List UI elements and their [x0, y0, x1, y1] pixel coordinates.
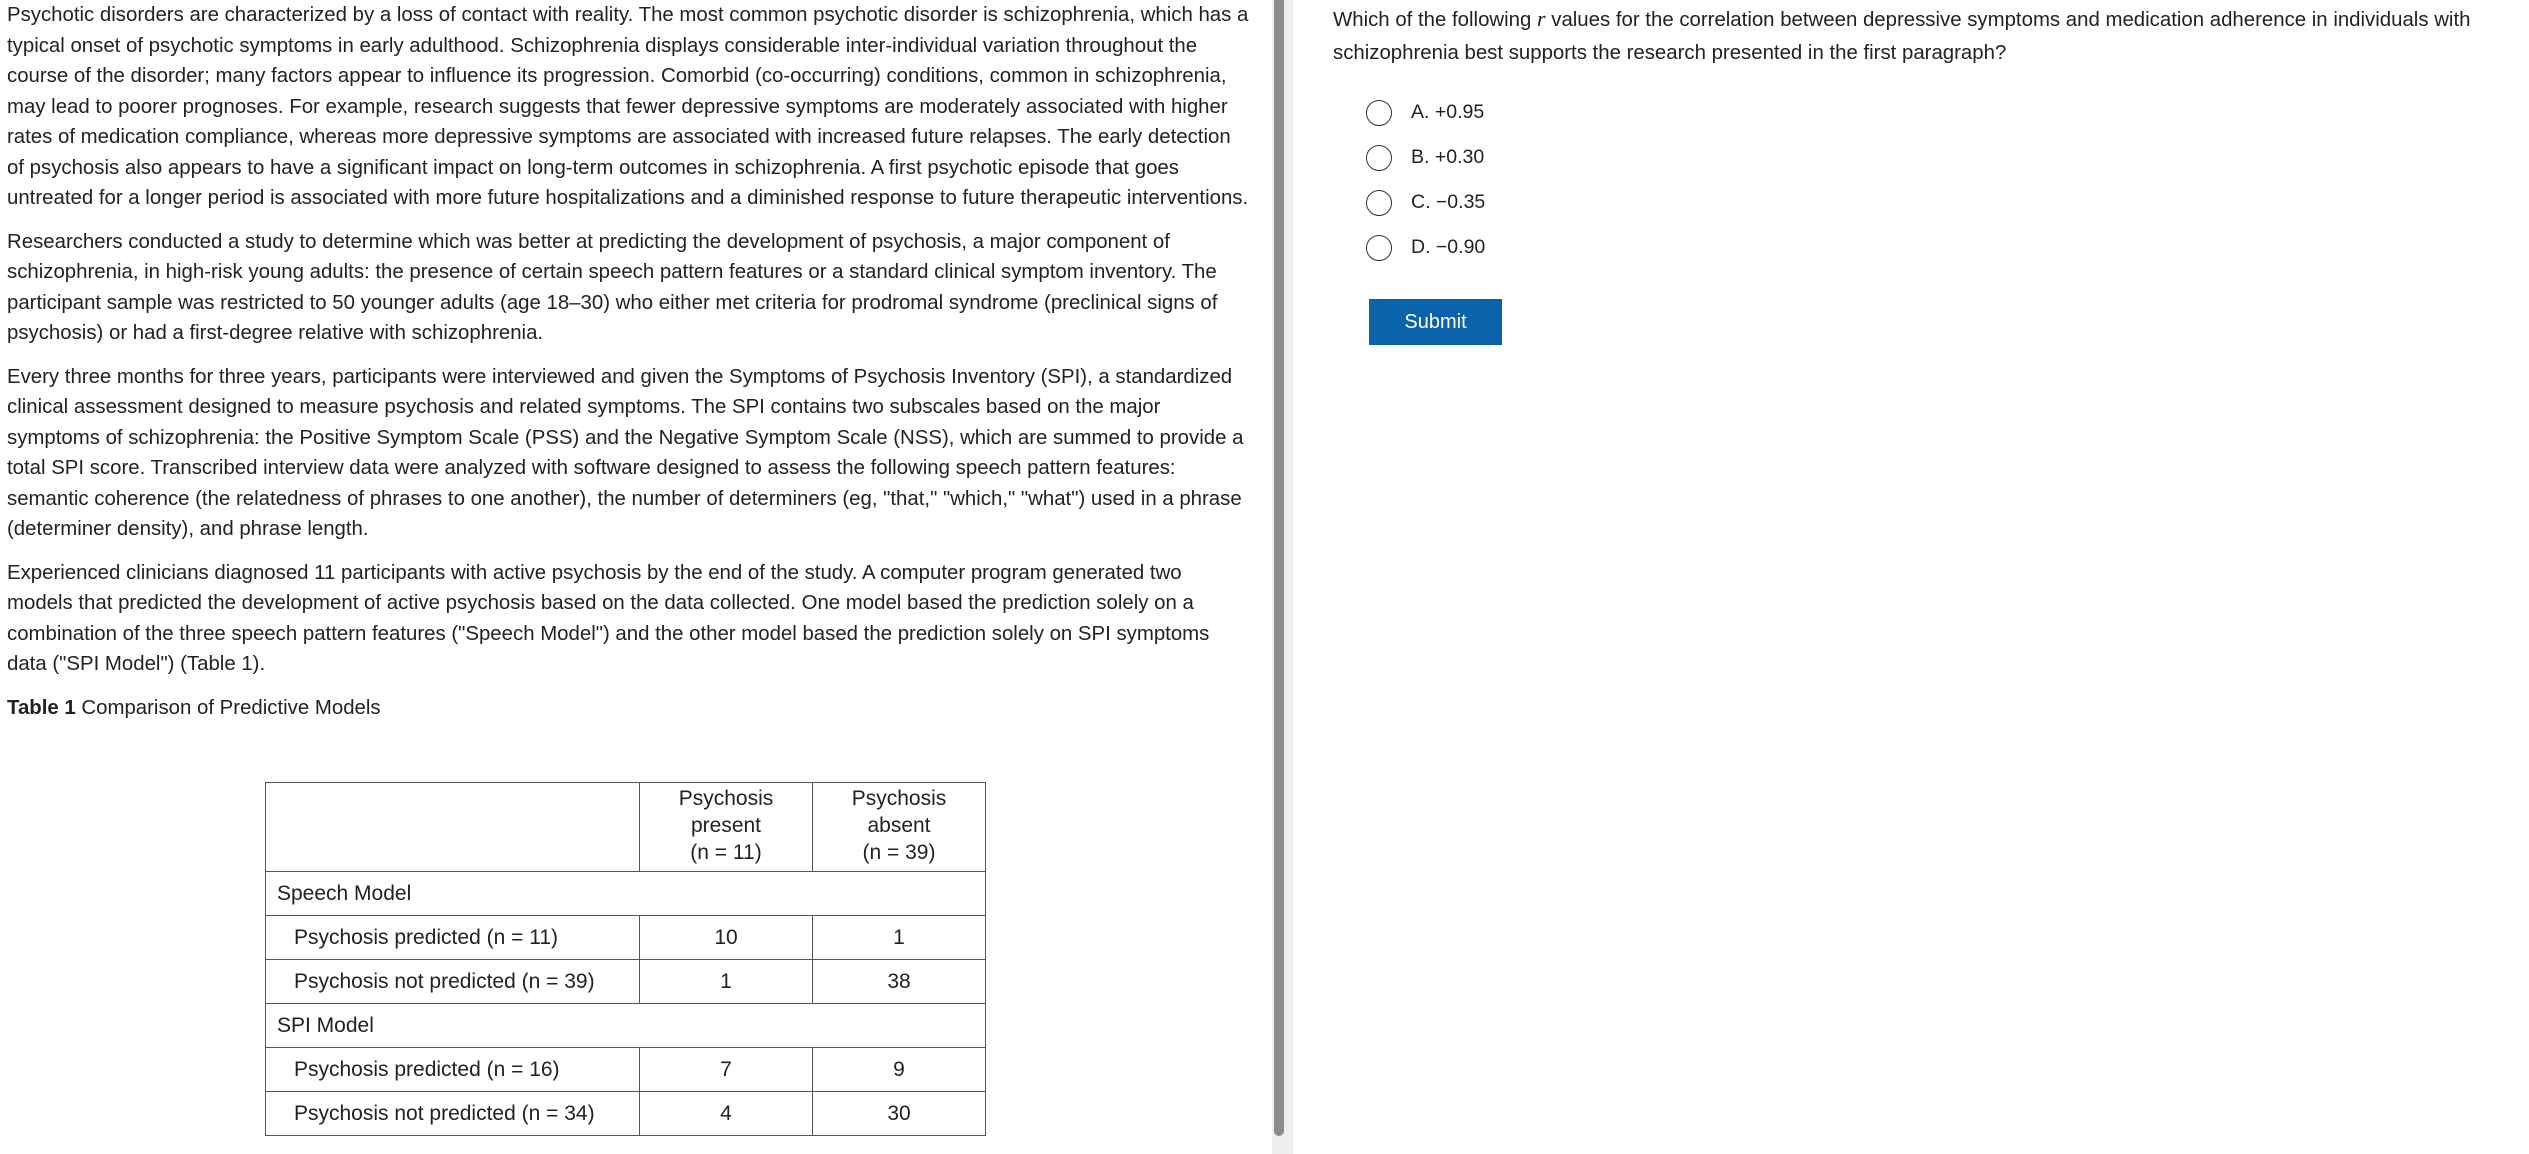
cell-present: 7 — [640, 1048, 813, 1092]
cell-absent: 9 — [813, 1048, 986, 1092]
header-line: absent — [867, 814, 931, 837]
table-caption — [7, 693, 1262, 724]
choice-letter: A. — [1411, 101, 1430, 123]
table-caption-text: Comparison of Predictive Models — [75, 696, 381, 719]
passage-paragraph-3: Every three months for three years, participants were interviewed and given the Symptoms of Psychosis Inventory (SPI), a standardized clinical assessment designed to measure psychosis and related symptoms. The SPI contains two subscales based on the major symptoms of schizophrenia: the Positive Symptom Scale (PSS) and the Negative Symptom Scale (NSS), which are summed to provide a total SPI score. Transcribed interview data were analyzed with software designed to assess the following speech pattern features: semantic coherence (the relatedness of phrases to one another), the number of determiners (eg, "that," "which," "what") used in a phrase (determiner density), and phrase length. — [7, 365, 1244, 540]
section-speech-model: Speech Model — [266, 872, 986, 916]
cell-present: 4 — [640, 1092, 813, 1136]
table-header-blank — [266, 783, 640, 872]
choice-value: +0.30 — [1434, 146, 1485, 168]
predictive-models-table — [265, 782, 986, 1136]
table-caption-label: Table 1 — [7, 696, 76, 719]
cell-absent: 38 — [813, 960, 986, 1004]
table-header-row — [266, 783, 986, 872]
row-label: Psychosis not predicted (n = 34) — [266, 1092, 640, 1136]
header-line: Psychosis — [851, 787, 947, 810]
choice-letter: B. — [1411, 146, 1430, 168]
radio-button[interactable] — [1366, 235, 1392, 261]
cell-present: 1 — [640, 960, 813, 1004]
choice-value: −0.90 — [1435, 236, 1486, 258]
passage-paragraph-2: Researchers conducted a study to determine which was better at predicting the development of psychosis, a major component of schizophrenia, in high-risk young adults: the presence of certain speech pattern features or a standard clinical symptom inventory. The participant sample was restricted to 50 younger adults (age 18–30) who either met criteria for prodromal syndrome (preclinical signs of psychosis) or had a first-degree relative with schizophrenia. — [7, 230, 1218, 344]
table-row — [266, 1048, 986, 1092]
cell-absent: 1 — [813, 916, 986, 960]
table-header-psychosis-present — [640, 783, 813, 872]
answer-choices — [1366, 90, 2523, 270]
passage-paragraph-4: Experienced clinicians diagnosed 11 participants with active psychosis by the end of the study. A computer program generated two models that predicted the development of active psychosis based on the data collected. One model based the prediction solely on a combination of the three speech pattern features ("Speech Model") and the other model based the prediction solely on SPI symptoms data ("SPI Model") (Table 1). — [7, 561, 1210, 675]
passage-paragraph-1: Psychotic disorders are characterized by a loss of contact with reality. The most common psychotic disorder is schizophrenia, which has a typical onset of psychotic symptoms in early adulthood. Schizophrenia displays considerable inter-individual variation throughout the course of the disorder; many factors appear to influence its progression. Comorbid (co-occurring) conditions, common in schizophrenia, may lead to poorer prognoses. For example, research suggests that fewer depressive symptoms are moderately associated with higher rates of medication compliance, whereas more depressive symptoms are associated with increased future relapses. The early detection of psychosis also appears to have a significant impact on long-term outcomes in schizophrenia. A first psychotic episode that goes untreated for a longer period is associated with more future hospitalizations and a diminished response to future therapeutic interventions. — [7, 4, 1249, 209]
stem-text-before: Which of the following — [1333, 9, 1538, 31]
choice-value: +0.95 — [1434, 101, 1485, 123]
choice-b[interactable] — [1366, 135, 2523, 180]
section-spi-model: SPI Model — [266, 1004, 986, 1048]
row-label: Psychosis not predicted (n = 39) — [266, 960, 640, 1004]
row-label: Psychosis predicted (n = 16) — [266, 1048, 640, 1092]
pane-scrollbar-thumb[interactable] — [1274, 0, 1284, 1136]
table-row — [266, 960, 986, 1004]
choice-c[interactable] — [1366, 180, 2523, 225]
choice-letter: C. — [1411, 191, 1431, 213]
cell-present: 10 — [640, 916, 813, 960]
table-row — [266, 1092, 986, 1136]
choice-value: −0.35 — [1435, 191, 1486, 213]
radio-button[interactable] — [1366, 145, 1392, 171]
table-header-psychosis-absent — [813, 783, 986, 872]
table-section-row — [266, 1004, 986, 1048]
header-line: (n = 11) — [690, 841, 762, 864]
choice-d[interactable] — [1366, 225, 2523, 270]
submit-button[interactable]: Submit — [1369, 299, 1502, 345]
header-line: (n = 39) — [862, 841, 936, 864]
stem-text-after: values for the correlation between depressive symptoms and medication adherence in individuals with schizophrenia best supports the research presented in the first paragraph? — [1333, 9, 2471, 64]
question-pane — [1333, 0, 2523, 333]
radio-button[interactable] — [1366, 100, 1392, 126]
table-section-row — [266, 872, 986, 916]
choice-letter: D. — [1411, 236, 1431, 258]
table-row — [266, 916, 986, 960]
question-stem — [1333, 2, 2523, 70]
radio-button[interactable] — [1366, 190, 1392, 216]
row-label: Psychosis predicted (n = 11) — [266, 916, 640, 960]
stem-variable: r — [1537, 6, 1546, 31]
choice-a[interactable] — [1366, 90, 2523, 135]
header-line: Psychosis — [678, 787, 774, 810]
cell-absent: 30 — [813, 1092, 986, 1136]
header-line: present — [690, 814, 762, 837]
